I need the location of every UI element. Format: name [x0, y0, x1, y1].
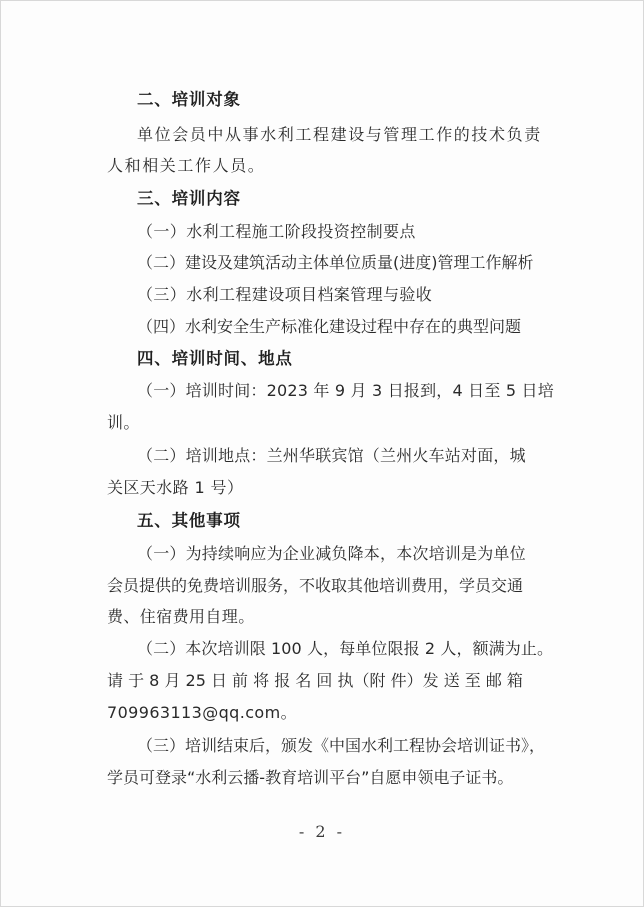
section-heading-time-place: 四、培训时间、地点 — [137, 349, 293, 368]
paragraph-line: （三）培训结束后，颁发《中国水利工程协会培训证书》， — [137, 736, 546, 755]
paragraph-line: 关区天水路 1 号） — [107, 478, 244, 497]
paragraph-line: 费、住宿费用自理。 — [107, 607, 255, 626]
email-address: 709963113@qq.com。 — [107, 703, 297, 722]
paragraph-line: 训。 — [107, 413, 140, 432]
paragraph-line: 学员可登录“水利云播-教育培训平台”自愿申领电子证书。 — [107, 768, 514, 787]
paragraph-line: （一）为持续响应为企业减负降本，本次培训是为单位 — [137, 544, 526, 563]
paragraph-line: 人和相关工作人员。 — [107, 156, 266, 175]
list-item: （三）水利工程建设项目档案管理与验收 — [137, 285, 433, 304]
page-number: - 2 - — [298, 822, 346, 841]
list-item: （二）建设及建筑活动主体单位质量(进度)管理工作解析 — [137, 253, 534, 272]
paragraph-line: 请 于 8 月 25 日 前 将 报 名 回 执（附 件）发 送 至 邮 箱 — [107, 671, 523, 690]
paragraph-line: （二）培训地点：兰州华联宾馆（兰州火车站对面，城 — [137, 446, 526, 465]
list-item: （一）水利工程施工阶段投资控制要点 — [137, 222, 416, 241]
paragraph-line: （二）本次培训限 100 人，每单位限报 2 人，额满为止。 — [137, 639, 554, 658]
section-heading-other-matters: 五、其他事项 — [137, 511, 241, 530]
paragraph-line: 会员提供的免费培训服务，不收取其他培训费用，学员交通 — [107, 576, 524, 595]
paragraph-line: （一）培训时间：2023 年 9 月 3 日报到，4 日至 5 日培 — [137, 381, 554, 400]
section-heading-training-content: 三、培训内容 — [137, 189, 241, 208]
list-item: （四）水利安全生产标准化建设过程中存在的典型问题 — [137, 317, 522, 336]
section-heading-training-target: 二、培训对象 — [137, 90, 241, 109]
paragraph-line: 单位会员中从事水利工程建设与管理工作的技术负责 — [137, 125, 542, 144]
